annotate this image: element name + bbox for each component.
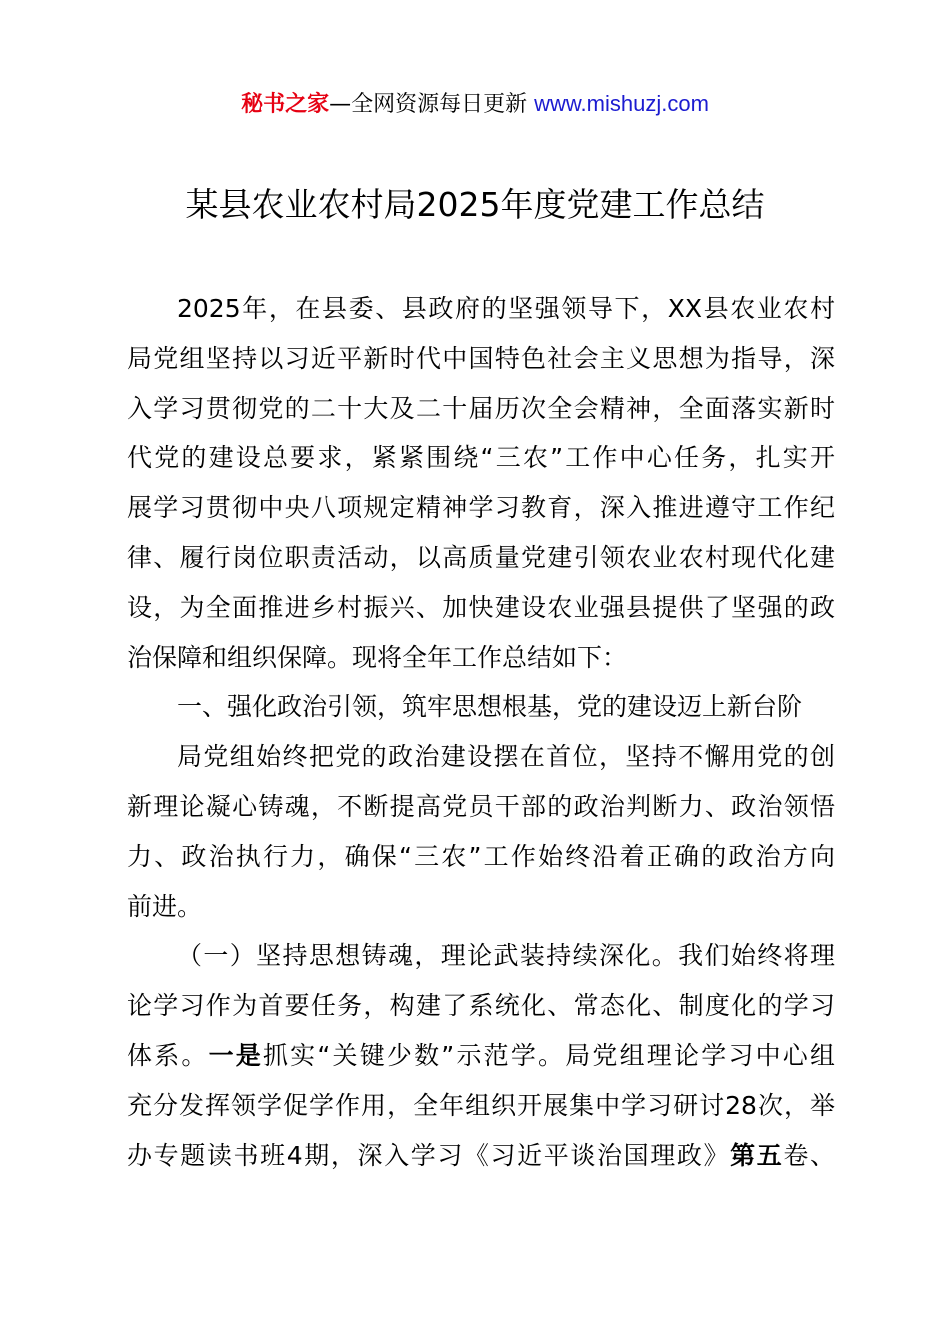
page-header [0,86,950,123]
paragraph-line: 治保障和组织保障。现将全年工作总结如下： [127,642,628,672]
subsection-heading-line: （一）坚持思想铸魂，理论武装持续深化。我们始终将理 [177,941,835,971]
text-run: 抓实“关键少数”示范学。局党组理论学习中心组 [262,1040,835,1070]
text-run: 办专题读书班4期，深入学习《习近平谈治国理政》 [127,1140,731,1170]
emphasis-text: 一是 [208,1040,263,1070]
paragraph-line: 充分发挥领学促学作用，全年组织开展集中学习研讨28次，举 [127,1090,835,1120]
paragraph-line [127,1131,835,1181]
text-run: 体系。 [127,1040,209,1070]
section-heading: 一、强化政治引领，筑牢思想根基，党的建设迈上新台阶 [177,692,803,722]
brand-name: 秘书之家 [241,92,330,117]
header-slogan: —全网资源每日更新 [329,92,528,117]
paragraph-line: 局党组坚持以习近平新时代中国特色社会主义思想为指导，深 [127,343,835,373]
paragraph-line: 2025年，在县委、县政府的坚强领导下，XX县农业农村 [177,294,835,323]
document-body [127,284,835,1180]
paragraph-line: 论学习作为首要任务，构建了系统化、常态化、制度化的学习 [127,991,835,1021]
paragraph-line: 展学习贯彻中央八项规定精神学习教育，深入推进遵守工作纪 [127,493,835,523]
paragraph-line: 律、履行岗位职责活动，以高质量党建引领农业农村现代化建 [127,542,835,572]
paragraph-line: 前进。 [127,891,203,921]
paragraph-line: 力、政治执行力，确保“三农”工作始终沿着正确的政治方向 [127,841,835,871]
emphasis-text: 第五 [730,1140,784,1170]
paragraph-line: 入学习贯彻党的二十大及二十届历次全会精神，全面落实新时 [127,393,835,423]
paragraph-line: 设，为全面推进乡村振兴、加快建设农业强县提供了坚强的政 [127,592,835,622]
paragraph-line [127,1031,835,1081]
website-link[interactable]: www.mishuzj.com [534,91,709,116]
paragraph-line: 代党的建设总要求，紧紧围绕“三农”工作中心任务，扎实开 [127,443,835,473]
paragraph-line: 局党组始终把党的政治建设摆在首位，坚持不懈用党的创 [177,742,835,772]
document-title: 某县农业农村局2025年度党建工作总结 [185,185,765,224]
paragraph-line: 新理论凝心铸魂，不断提高党员干部的政治判断力、政治领悟 [127,791,835,821]
text-run: 卷、 [783,1140,835,1170]
